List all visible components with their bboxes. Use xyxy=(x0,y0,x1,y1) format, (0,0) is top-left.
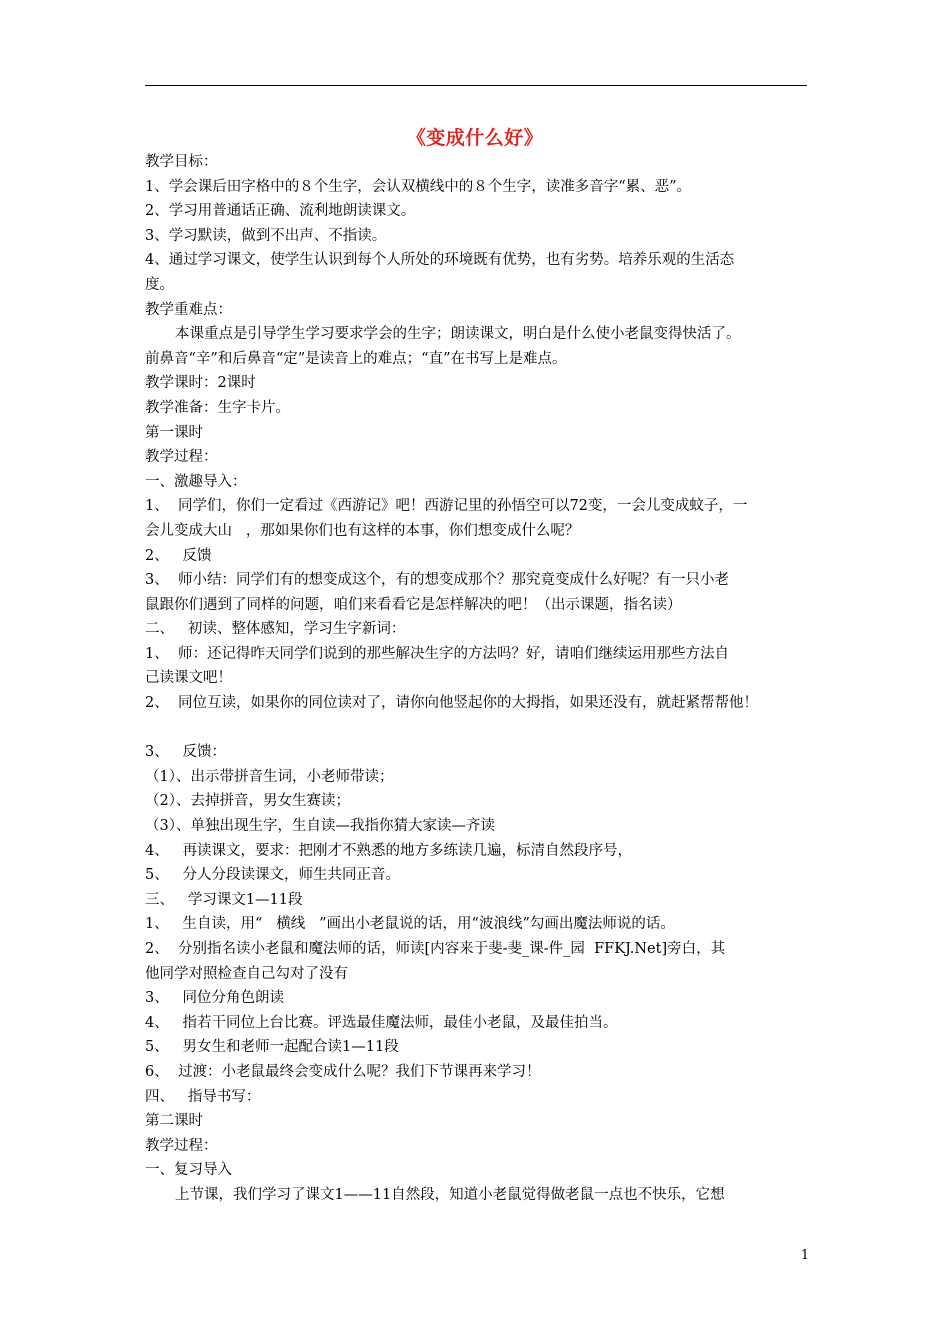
text-line: （2）、去掉拼音，男女生赛读； xyxy=(145,793,350,810)
document-title: 《变成什么好》 xyxy=(406,127,544,149)
header-rule xyxy=(145,85,807,86)
text-line: 3、 师小结：同学们有的想变成这个，有的想变成那个？那究竟变成什么好呢？有一只小老 xyxy=(145,572,729,589)
text-line: 教学过程： xyxy=(145,449,218,466)
text-line: 第二课时 xyxy=(145,1113,203,1130)
text-line: 教学课时：2课时 xyxy=(145,375,256,392)
text-line: 一、复习导入 xyxy=(145,1162,232,1179)
text-line: 三、 学习课文1—11段 xyxy=(145,891,303,908)
text-line: 教学准备：生字卡片。 xyxy=(145,399,290,416)
text-line: 4、通过学习课文，使学生认识到每个人所处的环境既有优势，也有劣势。培养乐观的生活态 xyxy=(145,252,735,269)
text-line: 上节课，我们学习了课文1——11自然段，知道小老鼠觉得做老鼠一点也不快乐，它想 xyxy=(175,1186,725,1203)
text-line: 2、 同位互读，如果你的同位读对了，请你向他竖起你的大拇指，如果还没有，就赶紧帮帮他！ xyxy=(145,695,758,712)
text-line: 1、 生自读，用“ 横线 ”画出小老鼠说的话，用“波浪线”勾画出魔法师说的话。 xyxy=(145,916,675,933)
text-line: 己读课文吧！ xyxy=(145,670,232,687)
text-line: 4、 指若干同位上台比赛。评选最佳魔法师，最佳小老鼠，及最佳拍当。 xyxy=(145,1014,618,1031)
text-line: 第一课时 xyxy=(145,424,203,441)
text-line: 四、 指导书写： xyxy=(145,1088,261,1105)
text-line: 会儿变成大山 ，那如果你们也有这样的本事，你们想变成什么呢？ xyxy=(145,522,580,539)
blank-line xyxy=(145,716,810,741)
text-line: 1、 师：还记得昨天同学们说到的那些解决生字的方法吗？好，请咱们继续运用那些方法自 xyxy=(145,645,729,662)
text-line: 3、 反馈： xyxy=(145,744,227,761)
text-line: 2、学习用普通话正确、流利地朗读课文。 xyxy=(145,203,416,220)
text-line: 鼠跟你们遇到了同样的问题，咱们来看看它是怎样解决的吧！（出示课题，指名读） xyxy=(145,596,682,613)
text-line: 前鼻音“辛”和后鼻音“定”是读音上的难点；“直”在书写上是难点。 xyxy=(145,350,567,367)
text-line: 本课重点是引导学生学习要求学会的生字；朗读课文，明白是什么使小老鼠变得快活了。 xyxy=(175,326,741,343)
text-line: 教学过程： xyxy=(145,1137,218,1154)
text-line: 教学目标： xyxy=(145,154,218,170)
document-body xyxy=(145,150,810,1208)
text-line: 1、 同学们，你们一定看过《西游记》吧！西游记里的孙悟空可以72变，一会儿变成蚊子，一 xyxy=(145,498,748,515)
text-line: （3）、单独出现生字，生自读—我指你猜大家读—齐读 xyxy=(145,818,495,835)
text-line: 教学重难点： xyxy=(145,301,232,318)
page-number: 1 xyxy=(800,1248,810,1263)
text-line: 4、 再读课文，要求：把刚才不熟悉的地方多练读几遍，标清自然段序号， xyxy=(145,842,633,859)
text-line: （1）、出示带拼音生词，小老师带读； xyxy=(145,768,394,785)
text-line: 6、 过渡：小老鼠最终会变成什么呢？我们下节课再来学习！ xyxy=(145,1063,541,1080)
text-line: 2、 反馈 xyxy=(145,547,212,564)
text-line: 1、学会课后田字格中的８个生字，会认双横线中的８个生字，读准多音字“累、恶”。 xyxy=(145,178,692,195)
text-line: 一、激趣导入： xyxy=(145,473,247,490)
text-line: 2、 分别指名读小老鼠和魔法师的话，师读[内容来于斐-斐_课-件_园 FFKJ.Net]旁白，其 xyxy=(145,941,726,957)
text-line: 他同学对照检查自己勾对了没有 xyxy=(145,965,348,982)
text-line: 5、 男女生和老师一起配合读1—11段 xyxy=(145,1039,399,1056)
text-line: 二、 初读、整体感知，学习生字新词： xyxy=(145,621,406,638)
text-line: 5、 分人分段读课文，师生共同正音。 xyxy=(145,867,401,884)
text-line: 度。 xyxy=(145,276,174,293)
text-line: 3、学习默读，做到不出声、不指读。 xyxy=(145,227,387,244)
text-line: 3、 同位分角色朗读 xyxy=(145,990,285,1007)
